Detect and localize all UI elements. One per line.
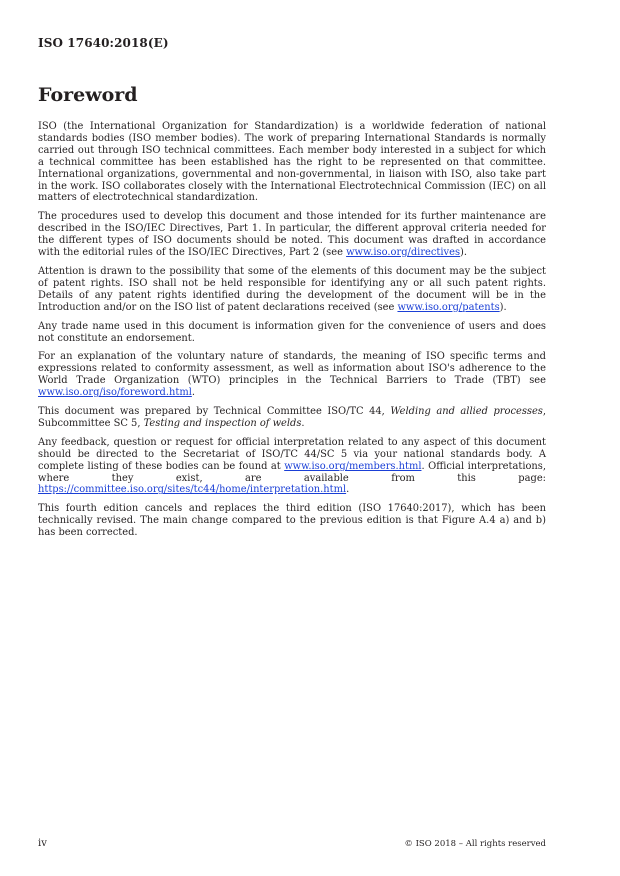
paragraph-edition: This fourth edition cancels and replaces the third edition (ISO 17640:2017), which has been technically revised. The main change compared to the previous edition is that Figure A.4 a) and b) has been corrected. bbox=[38, 503, 546, 539]
copyright-notice: © ISO 2018 – All rights reserved bbox=[404, 839, 546, 849]
paragraph-feedback-end: . bbox=[346, 484, 350, 496]
directives-link[interactable]: www.iso.org/directives bbox=[346, 247, 461, 259]
subcommittee-title: Testing and inspection of welds bbox=[143, 417, 302, 429]
paragraph-voluntary-end: . bbox=[191, 387, 196, 399]
paragraph-trade-name: Any trade name used in this document is information given for the convenience of users and does not constitute an endorsement. bbox=[38, 320, 546, 344]
paragraph-feedback bbox=[38, 437, 546, 497]
page-title: Foreword bbox=[38, 84, 138, 106]
paragraph-procedures-text: The procedures used to develop this document and those intended for its further maintenance are described in the ISO/IEC Directives, Part 1. In particular, the different approval criteria needed for the different types of ISO documents should be noted. This document was drafted in accordance with the editorial rules of the ISO/IEC Directives, Part 2 (see bbox=[38, 211, 546, 259]
paragraph-voluntary-text: For an explanation of the voluntary nature of standards, the meaning of ISO specific terms and expressions related to conformity assessment, as well as information about ISO's adherence to the World Trade Organization (WTO) principles in the Technical Barriers to Trade (TBT) see bbox=[38, 351, 546, 387]
paragraph-patents-text: Attention is drawn to the possibility that some of the elements of this document may be the subject of patent rights. ISO shall not be held responsible for identifying any or all such patent rights. Details of any patent rights identified during the development of the document will be in the Introduction and/or on the ISO list of patent declarations received (see bbox=[38, 265, 546, 313]
paragraph-patents bbox=[38, 266, 546, 314]
paragraph-committee-text: This document was prepared by Technical Committee ISO/TC 44, bbox=[38, 406, 391, 418]
committee-title: Welding and allied processes bbox=[390, 406, 543, 418]
paragraph-voluntary-nature bbox=[38, 351, 546, 399]
paragraph-committee-end: . bbox=[301, 417, 305, 429]
paragraph-committee bbox=[38, 406, 546, 430]
foreword-link[interactable]: www.iso.org/iso/foreword.html bbox=[38, 387, 192, 399]
paragraph-committee-mid: , Subcommittee SC 5, bbox=[38, 406, 547, 429]
paragraph-iso-intro: ISO (the International Organization for Standardization) is a worldwide federation of national standards bodies (ISO member bodies). The work of preparing International Standards is normally carried out through ISO technical committees. Each member body interested in a subject for which a technical committee has been established has the right to be represented on that committee. International organizations, governmental and non-governmental, in liaison with ISO, also take part in the work. ISO collaborates closely with the International Electrotechnical Commission (IEC) on all matters of electrotechnical standardization. bbox=[38, 121, 546, 204]
paragraph-procedures bbox=[38, 211, 546, 259]
members-link[interactable]: www.iso.org/members.html bbox=[284, 460, 422, 472]
interpretation-link[interactable]: https://committee.iso.org/sites/tc44/home/interpretation.html bbox=[38, 484, 347, 496]
document-id-header: ISO 17640:2018(E) bbox=[38, 36, 169, 50]
page-number: iv bbox=[38, 838, 47, 849]
paragraph-patents-end: ). bbox=[499, 301, 507, 313]
paragraph-feedback-text: Any feedback, question or request for official interpretation related to any aspect of this document should be directed to the Secretariat of ISO/TC 44/SC 5 via your national standards body. A complete listing of these bodies can be found at bbox=[38, 436, 546, 472]
foreword-body bbox=[38, 121, 546, 546]
paragraph-procedures-end: ). bbox=[460, 247, 468, 259]
patents-link[interactable]: www.iso.org/patents bbox=[397, 301, 500, 313]
paragraph-feedback-mid: . Official interpretations, where they exist, are available from this page: bbox=[38, 460, 546, 484]
